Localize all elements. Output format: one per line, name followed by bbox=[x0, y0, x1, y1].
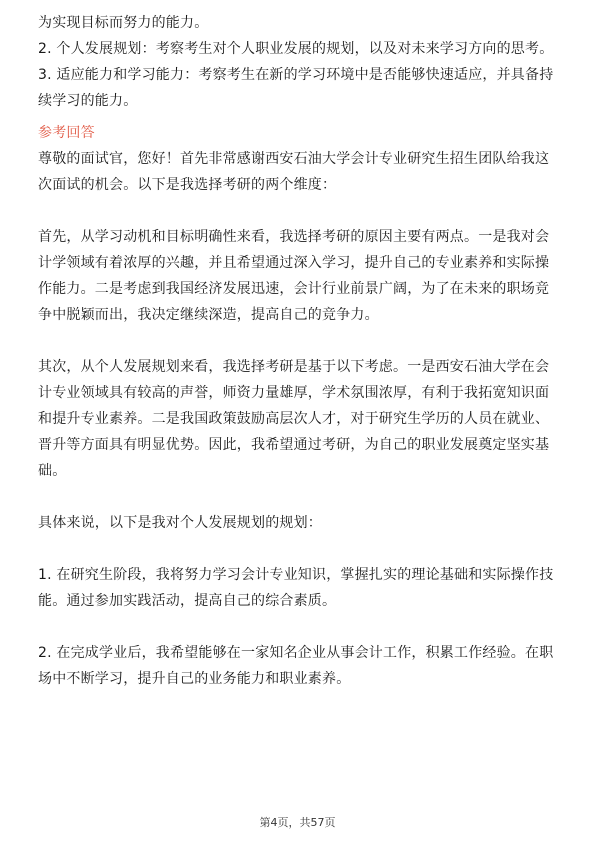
plan-item-2: 2. 在完成学业后，我希望能够在一家知名企业从事会计工作，积累工作经验。在职场中不断学习，提升自己的业务能力和职业素养。 bbox=[38, 645, 554, 687]
criteria-item-2: 2. 个人发展规划：考察考生对个人职业发展的规划，以及对未来学习方向的思考。 bbox=[38, 41, 554, 57]
criteria-tail: 为实现目标而努力的能力。 bbox=[38, 15, 209, 31]
second-dimension-paragraph: 其次，从个人发展规划来看，我选择考研是基于以下考虑。一是西安石油大学在会计专业领域具有较高的声誉，师资力量雄厚，学术氛围浓厚，有利于我拓宽知识面和提升专业素养。二是我国政策鼓励高层次人才，对于研究生学历的人员在就业、晋升等方面具有明显优势。因此，我希望通过考研，为自己的职业发展奠定坚实基础。 bbox=[38, 359, 550, 479]
criteria-item-3: 3. 适应能力和学习能力：考察考生在新的学习环境中是否能够快速适应，并具备持续学习的能力。 bbox=[38, 67, 554, 109]
first-dimension-paragraph: 首先，从学习动机和目标明确性来看，我选择考研的原因主要有两点。一是我对会计学领域有着浓厚的兴趣，并且希望通过深入学习，提升自己的专业素养和实际操作能力。二是考虑到我国经济发展迅速，会计行业前景广阔，为了在未来的职场竞争中脱颖而出，我决定继续深造，提高自己的竞争力。 bbox=[38, 229, 550, 323]
plan-intro-paragraph: 具体来说，以下是我对个人发展规划的规划： bbox=[38, 515, 322, 531]
page-number: 第4页，共57页 bbox=[259, 816, 336, 829]
plan-item-1: 1. 在研究生阶段，我将努力学习会计专业知识，掌握扎实的理论基础和实际操作技能。通过参加实践活动，提高自己的综合素质。 bbox=[38, 567, 554, 609]
reference-answer-heading: 参考回答 bbox=[38, 125, 95, 141]
greeting-paragraph: 尊敬的面试官，您好！首先非常感谢西安石油大学会计专业研究生招生团队给我这次面试的机会。以下是我选择考研的两个维度： bbox=[38, 151, 550, 193]
document-body bbox=[38, 10, 560, 692]
